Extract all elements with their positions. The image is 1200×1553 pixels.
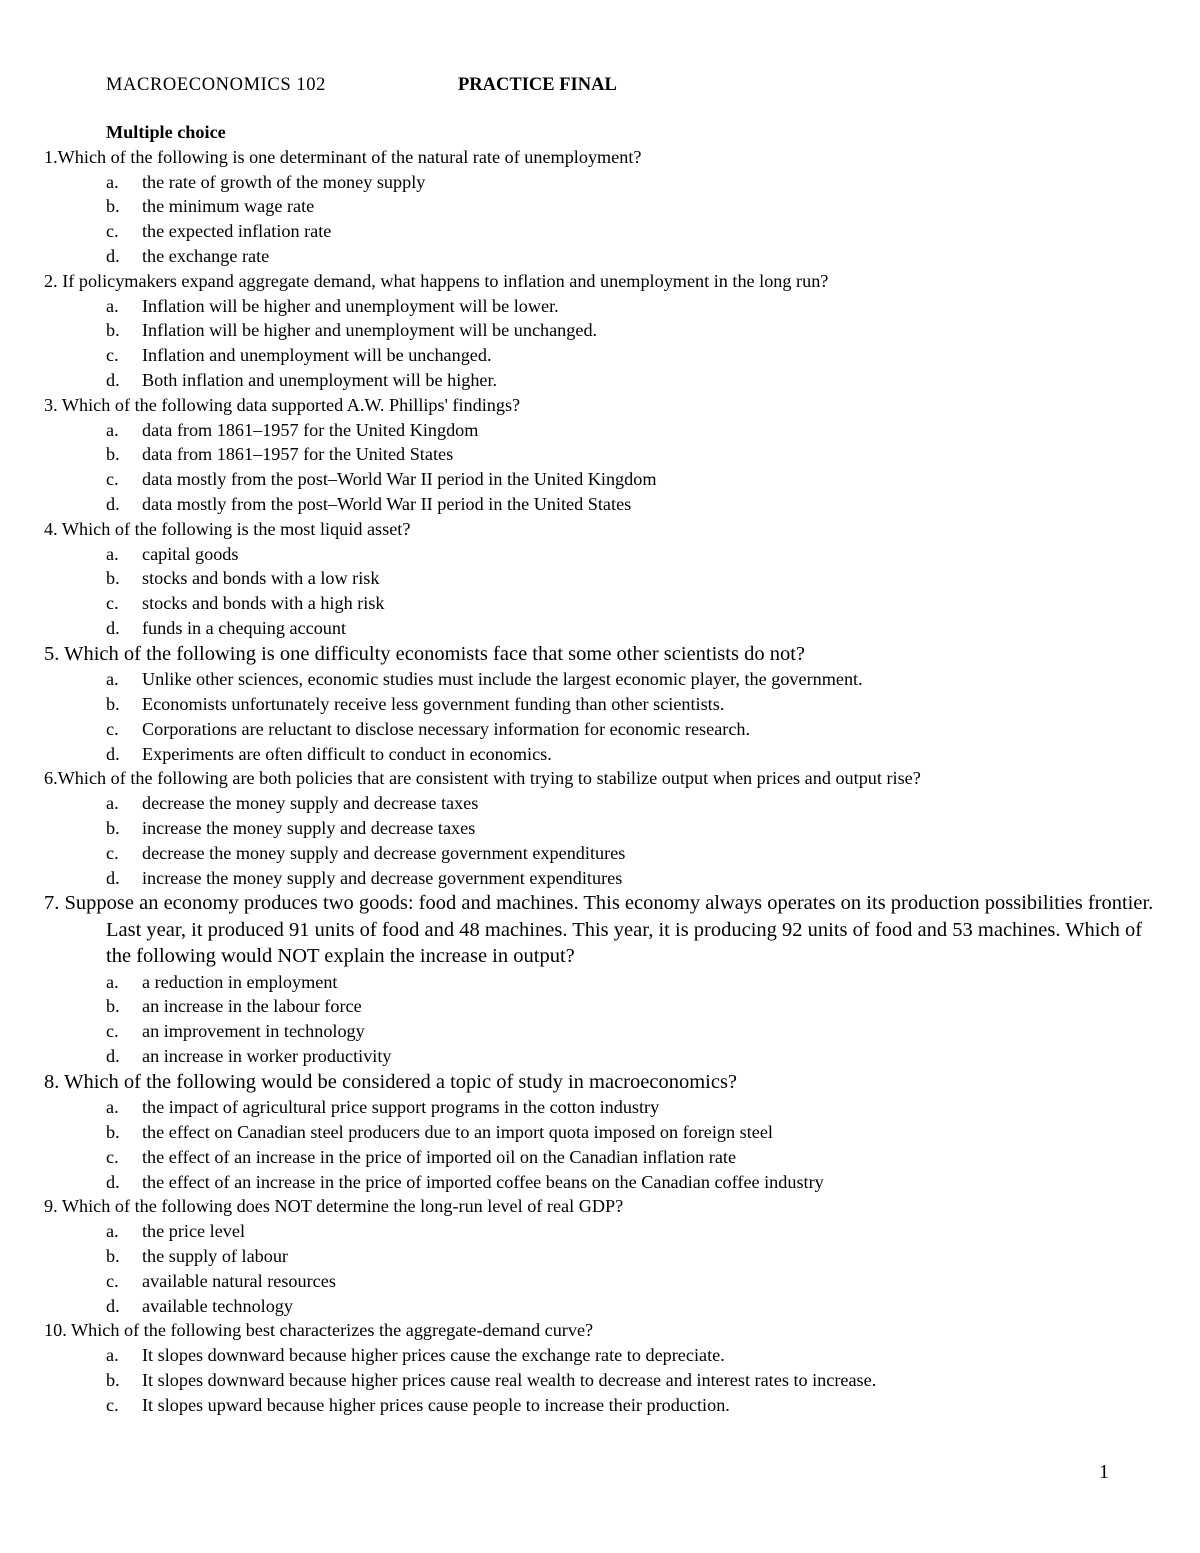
answer-option [44, 692, 1154, 717]
question-10 [44, 1318, 1154, 1417]
option-letter: b. [106, 196, 120, 217]
answer-option [44, 616, 1154, 641]
option-letter: a. [106, 419, 119, 440]
question-text: 9. Which of the following does NOT determine the long-run level of real GDP? [44, 1196, 624, 1217]
option-text: the effect on Canadian steel producers due to an import quota imposed on foreign steel [142, 1121, 773, 1142]
question-3 [44, 393, 1154, 517]
section-heading: Multiple choice [106, 122, 226, 142]
answer-option [44, 368, 1154, 393]
answer-option [44, 591, 1154, 616]
option-text: the supply of labour [142, 1245, 288, 1266]
option-text: stocks and bonds with a high risk [142, 593, 385, 614]
answer-options [44, 667, 1154, 766]
option-text: Both inflation and unemployment will be higher. [142, 369, 498, 390]
answer-option [44, 742, 1154, 767]
option-letter: d. [106, 245, 120, 266]
answer-option [44, 1393, 1154, 1418]
option-text: It slopes upward because higher prices cause people to increase their production. [142, 1394, 730, 1415]
question-9 [44, 1194, 1154, 1318]
answer-option [44, 1269, 1154, 1294]
answer-option [44, 219, 1154, 244]
answer-option [44, 667, 1154, 692]
answer-option [44, 318, 1154, 343]
answer-option [44, 1044, 1154, 1069]
page-header [106, 72, 1106, 98]
question-1 [44, 145, 1154, 269]
option-text: increase the money supply and decrease taxes [142, 817, 476, 838]
answer-option [44, 492, 1154, 517]
option-text: available natural resources [142, 1270, 336, 1291]
answer-option [44, 866, 1154, 891]
option-text: the effect of an increase in the price of imported coffee beans on the Canadian coffee industry [142, 1171, 824, 1192]
option-text: It slopes downward because higher prices cause the exchange rate to depreciate. [142, 1345, 725, 1366]
answer-option [44, 717, 1154, 742]
option-letter: a. [106, 669, 119, 690]
option-text: the minimum wage rate [142, 196, 315, 217]
option-letter: b. [106, 1245, 120, 1266]
question-5 [44, 641, 1154, 767]
option-text: a reduction in employment [142, 971, 338, 992]
question-text: 2. If policymakers expand aggregate demand, what happens to inflation and unemployment in the long run? [44, 270, 829, 291]
answer-option [44, 1244, 1154, 1269]
option-letter: c. [106, 718, 119, 739]
answer-option [44, 467, 1154, 492]
option-letter: d. [106, 369, 120, 390]
answer-option [44, 1294, 1154, 1319]
option-letter: c. [106, 469, 119, 490]
question-4 [44, 517, 1154, 641]
answer-option [44, 442, 1154, 467]
option-letter: b. [106, 320, 120, 341]
option-text: data from 1861–1957 for the United Kingdom [142, 419, 479, 440]
option-letter: c. [106, 593, 119, 614]
answer-option [44, 1170, 1154, 1195]
option-text: the exchange rate [142, 245, 270, 266]
option-text: It slopes downward because higher prices cause real wealth to decrease and interest rates to increase. [142, 1369, 877, 1390]
option-letter: a. [106, 1097, 119, 1118]
option-letter: a. [106, 295, 119, 316]
option-letter: c. [106, 345, 119, 366]
option-text: Inflation and unemployment will be unchanged. [142, 345, 492, 366]
answer-option [44, 1019, 1154, 1044]
option-text: Economists unfortunately receive less government funding than other scientists. [142, 693, 725, 714]
question-text: 7. Suppose an economy produces two goods: food and machines. This economy always operates on its production possibilities frontier. Last year, it produced 91 units of food and 48 machines. This year, it is producing 92 units of food and 53 machines. Which of the following would NOT explain the increase in output? [44, 892, 1154, 968]
answer-option [44, 194, 1154, 219]
answer-option [44, 1219, 1154, 1244]
answer-options [44, 418, 1154, 517]
option-letter: b. [106, 1121, 120, 1142]
question-text: 6.Which of the following are both policies that are consistent with trying to stabilize output when prices and output rise? [44, 768, 921, 789]
answer-option [44, 841, 1154, 866]
question-text: 4. Which of the following is the most liquid asset? [44, 518, 411, 539]
question-2 [44, 269, 1154, 393]
option-letter: d. [106, 617, 120, 638]
course-name: MACROECONOMICS 102 [106, 75, 326, 95]
option-text: the effect of an increase in the price of imported oil on the Canadian inflation rate [142, 1146, 737, 1167]
option-letter: b. [106, 444, 120, 465]
exam-title: PRACTICE FINAL [458, 75, 617, 95]
question-7 [44, 890, 1154, 1068]
answer-options [44, 542, 1154, 641]
answer-option [44, 418, 1154, 443]
option-text: increase the money supply and decrease government expenditures [142, 867, 623, 888]
option-letter: d. [106, 1295, 120, 1316]
option-text: Inflation will be higher and unemployment will be unchanged. [142, 320, 598, 341]
answer-option [44, 294, 1154, 319]
option-text: the expected inflation rate [142, 221, 332, 242]
option-text: Unlike other sciences, economic studies must include the largest economic player, the government. [142, 669, 863, 690]
option-text: data from 1861–1957 for the United States [142, 444, 454, 465]
option-text: the rate of growth of the money supply [142, 171, 426, 192]
option-letter: a. [106, 971, 119, 992]
answer-option [44, 994, 1154, 1019]
answer-option [44, 791, 1154, 816]
answer-options [44, 791, 1154, 890]
answer-option [44, 1095, 1154, 1120]
answer-options [44, 1343, 1154, 1417]
option-letter: b. [106, 693, 120, 714]
answer-option [44, 343, 1154, 368]
option-letter: c. [106, 221, 119, 242]
option-text: capital goods [142, 543, 239, 564]
option-text: decrease the money supply and decrease government expenditures [142, 842, 626, 863]
page-number: 1 [1099, 1461, 1109, 1483]
option-letter: a. [106, 543, 119, 564]
answer-options [44, 1219, 1154, 1318]
answer-options [44, 294, 1154, 393]
option-text: stocks and bonds with a low risk [142, 568, 380, 589]
answer-option [44, 1343, 1154, 1368]
option-letter: c. [106, 1394, 119, 1415]
option-letter: b. [106, 817, 120, 838]
option-letter: d. [106, 743, 120, 764]
answer-option [44, 566, 1154, 591]
question-6 [44, 766, 1154, 890]
question-text: 5. Which of the following is one difficulty economists face that some other scientists do not? [44, 642, 806, 665]
answer-option [44, 1368, 1154, 1393]
option-letter: c. [106, 1270, 119, 1291]
question-text: 8. Which of the following would be considered a topic of study in macroeconomics? [44, 1070, 738, 1093]
option-letter: a. [106, 793, 119, 814]
option-letter: a. [106, 1221, 119, 1242]
option-letter: b. [106, 568, 120, 589]
option-letter: d. [106, 493, 120, 514]
answer-option [44, 1145, 1154, 1170]
option-letter: a. [106, 1345, 119, 1366]
answer-option [44, 542, 1154, 567]
option-text: Corporations are reluctant to disclose necessary information for economic research. [142, 718, 751, 739]
question-text: 3. Which of the following data supported A.W. Phillips' findings? [44, 394, 521, 415]
option-text: an increase in worker productivity [142, 1045, 392, 1066]
option-letter: b. [106, 996, 120, 1017]
option-text: decrease the money supply and decrease taxes [142, 793, 479, 814]
exam-content [44, 120, 1154, 1417]
answer-options [44, 170, 1154, 269]
option-letter: c. [106, 1146, 119, 1167]
question-text: 10. Which of the following best characterizes the aggregate-demand curve? [44, 1320, 594, 1341]
option-text: Experiments are often difficult to conduct in economics. [142, 743, 552, 764]
option-letter: b. [106, 1369, 120, 1390]
option-letter: d. [106, 1171, 120, 1192]
option-text: an improvement in technology [142, 1021, 365, 1042]
option-text: Inflation will be higher and unemployment will be lower. [142, 295, 559, 316]
option-letter: d. [106, 867, 120, 888]
option-text: funds in a chequing account [142, 617, 347, 638]
option-text: the price level [142, 1221, 246, 1242]
option-text: data mostly from the post–World War II period in the United Kingdom [142, 469, 657, 490]
option-letter: a. [106, 171, 119, 192]
answer-option [44, 816, 1154, 841]
answer-option [44, 1120, 1154, 1145]
option-text: the impact of agricultural price support programs in the cotton industry [142, 1097, 660, 1118]
answer-options [44, 1095, 1154, 1194]
option-letter: d. [106, 1045, 120, 1066]
answer-option [44, 244, 1154, 269]
option-letter: c. [106, 1021, 119, 1042]
option-text: data mostly from the post–World War II period in the United States [142, 493, 632, 514]
option-letter: c. [106, 842, 119, 863]
question-text: 1.Which of the following is one determinant of the natural rate of unemployment? [44, 146, 642, 167]
option-text: available technology [142, 1295, 293, 1316]
answer-option [44, 970, 1154, 995]
answer-options [44, 970, 1154, 1069]
question-8 [44, 1069, 1154, 1195]
answer-option [44, 170, 1154, 195]
question-list [44, 145, 1154, 1418]
option-text: an increase in the labour force [142, 996, 362, 1017]
